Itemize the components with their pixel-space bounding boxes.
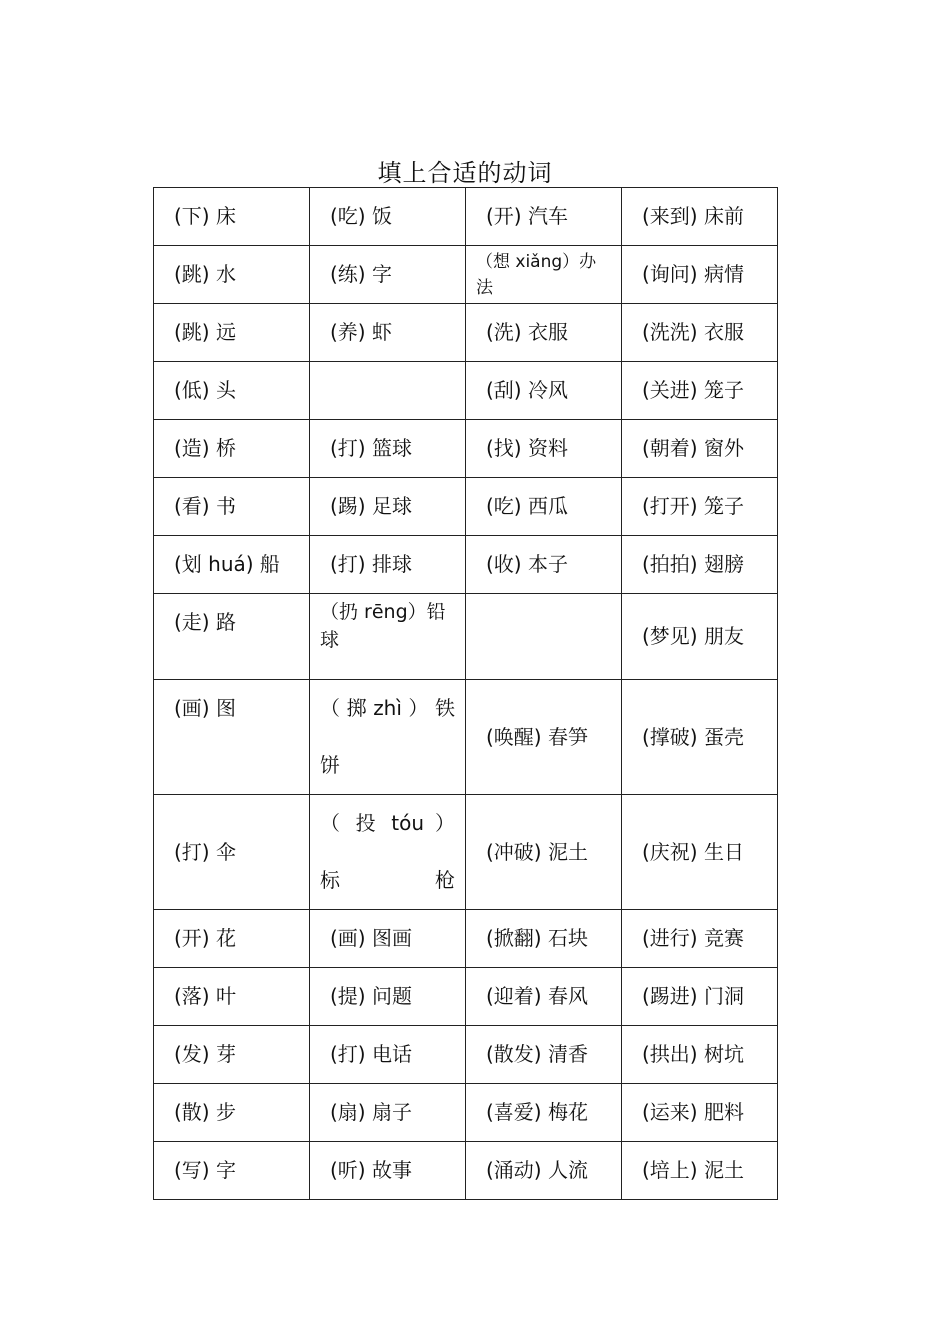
table-row [154, 304, 778, 362]
table-cell: (掀翻) 石块 [466, 910, 622, 968]
table-cell: (收) 本子 [466, 536, 622, 594]
table-row [154, 594, 778, 680]
verb-table [153, 187, 778, 1200]
table-cell: (听) 故事 [310, 1142, 466, 1200]
table-row [154, 1142, 778, 1200]
table-cell: (练) 字 [310, 246, 466, 304]
table-cell: (拍拍) 翅膀 [622, 536, 778, 594]
table-cell: (散发) 清香 [466, 1026, 622, 1084]
table-cell: (低) 头 [154, 362, 310, 420]
table-row [154, 910, 778, 968]
table-cell: (打开) 笼子 [622, 478, 778, 536]
table-cell: (唤醒) 春笋 [466, 680, 622, 795]
table-cell: （想 xiǎng）办法 [466, 246, 622, 304]
table-cell: (养) 虾 [310, 304, 466, 362]
table-row [154, 420, 778, 478]
table-cell [466, 594, 622, 680]
table-cell: (冲破) 泥土 [466, 795, 622, 910]
table-cell: (踢进) 门洞 [622, 968, 778, 1026]
table-cell: (来到) 床前 [622, 188, 778, 246]
table-cell: (撑破) 蛋壳 [622, 680, 778, 795]
table-row [154, 246, 778, 304]
table-cell: (开) 汽车 [466, 188, 622, 246]
table-cell: (庆祝) 生日 [622, 795, 778, 910]
table-cell: (拱出) 树坑 [622, 1026, 778, 1084]
table-cell: (刮) 冷风 [466, 362, 622, 420]
table-cell: (画) 图 [154, 680, 310, 795]
table-cell: (吃) 饭 [310, 188, 466, 246]
table-row [154, 1084, 778, 1142]
table-cell: (造) 桥 [154, 420, 310, 478]
table-cell: (发) 芽 [154, 1026, 310, 1084]
page-title: 填上合适的动词 [377, 159, 553, 187]
table-cell: (打) 电话 [310, 1026, 466, 1084]
table-cell [310, 362, 466, 420]
table-cell: （ 掷 zhì ） 铁饼 [310, 680, 466, 795]
table-cell: (进行) 竞赛 [622, 910, 778, 968]
table-cell: (踢) 足球 [310, 478, 466, 536]
table-cell: (洗洗) 衣服 [622, 304, 778, 362]
table-cell: (朝着) 窗外 [622, 420, 778, 478]
table-cell: (吃) 西瓜 [466, 478, 622, 536]
table-cell: (看) 书 [154, 478, 310, 536]
table-cell: (落) 叶 [154, 968, 310, 1026]
table-cell: (画) 图画 [310, 910, 466, 968]
table-cell: (询问) 病情 [622, 246, 778, 304]
table-cell: (提) 问题 [310, 968, 466, 1026]
table-row [154, 795, 778, 910]
table-cell: (运来) 肥料 [622, 1084, 778, 1142]
table-cell: (划 huá) 船 [154, 536, 310, 594]
table-cell: (打) 排球 [310, 536, 466, 594]
table-cell: (洗) 衣服 [466, 304, 622, 362]
table-cell: (走) 路 [154, 594, 310, 680]
table-cell: (找) 资料 [466, 420, 622, 478]
table-cell: (打) 伞 [154, 795, 310, 910]
table-cell: (打) 篮球 [310, 420, 466, 478]
table-cell: (迎着) 春风 [466, 968, 622, 1026]
table-row [154, 968, 778, 1026]
table-cell: (梦见) 朋友 [622, 594, 778, 680]
table-cell: (下) 床 [154, 188, 310, 246]
table-cell: (喜爱) 梅花 [466, 1084, 622, 1142]
table-cell: （扔 rēng）铅球 [310, 594, 466, 680]
table-row [154, 680, 778, 795]
table-cell: (扇) 扇子 [310, 1084, 466, 1142]
table-row [154, 478, 778, 536]
table-cell: (跳) 水 [154, 246, 310, 304]
table-cell: (散) 步 [154, 1084, 310, 1142]
table-cell: (写) 字 [154, 1142, 310, 1200]
table-row [154, 188, 778, 246]
table-cell: (关进) 笼子 [622, 362, 778, 420]
table-cell: (跳) 远 [154, 304, 310, 362]
table-cell: （ 投 tóu ） 标枪 [310, 795, 466, 910]
table-cell: (培上) 泥土 [622, 1142, 778, 1200]
table-row [154, 362, 778, 420]
table-cell: (涌动) 人流 [466, 1142, 622, 1200]
table-row [154, 536, 778, 594]
table-row [154, 1026, 778, 1084]
table-cell: (开) 花 [154, 910, 310, 968]
